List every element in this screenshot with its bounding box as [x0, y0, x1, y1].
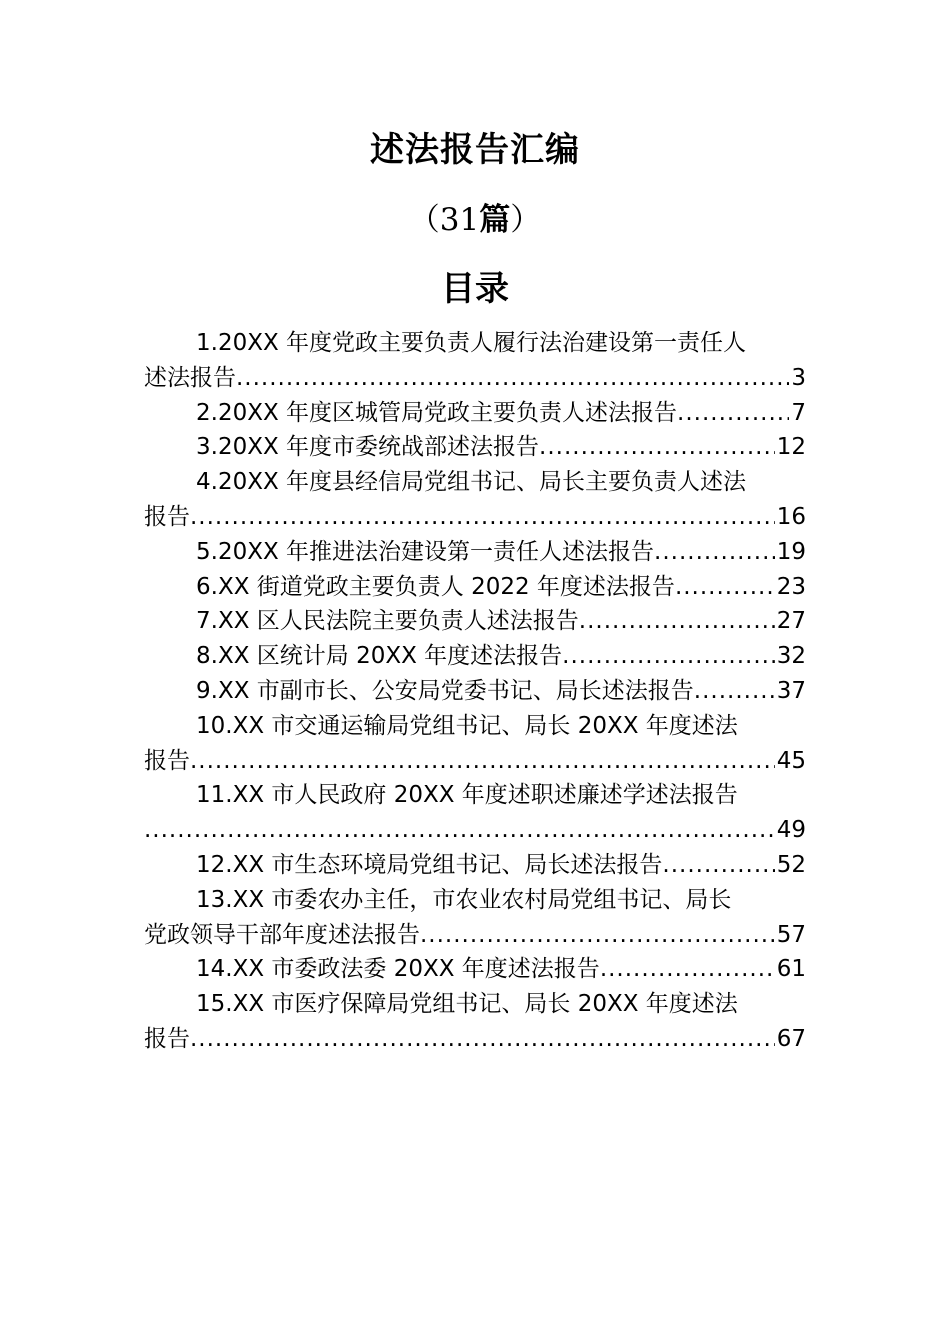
toc-entry-title: 14.XX 市委政法委 20XX 年度述法报告 — [196, 956, 600, 983]
toc-entry-page: 12 — [776, 434, 806, 461]
toc-entry-title: 2.20XX 年度区城管局党政主要负责人述法报告 — [196, 399, 678, 426]
toc-entry-title: 15.XX 市医疗保障局党组书记、局长 20XX 年度述法 — [196, 991, 738, 1018]
dot-leader — [420, 918, 775, 953]
dot-leader — [662, 848, 774, 883]
toc-entry-title: 4.20XX 年度县经信局党组书记、局长主要负责人述法 — [196, 469, 747, 496]
toc-entry-page: 32 — [776, 643, 806, 670]
toc-entry-5[interactable] — [144, 535, 806, 570]
document-subtitle — [0, 196, 950, 244]
toc-entry-title-cont: 党政领导干部年度述法报告 — [144, 921, 420, 948]
dot-leader — [190, 1022, 775, 1057]
toc-entry-title: 6.XX 街道党政主要负责人 2022 年度述法报告 — [196, 573, 675, 600]
toc-entry-14[interactable] — [144, 952, 806, 987]
dot-leader — [190, 744, 775, 779]
toc-entry-6[interactable] — [144, 570, 806, 605]
dot-leader — [677, 396, 789, 431]
toc-heading: 目录 — [441, 269, 509, 309]
toc-entry-title: 11.XX 市人民政府 20XX 年度述职述廉述学述法报告 — [196, 782, 738, 809]
toc-entry-3[interactable] — [144, 430, 806, 465]
toc-entry-page: 16 — [776, 503, 806, 530]
toc-entry-title: 9.XX 市副市长、公安局党委书记、局长述法报告 — [196, 677, 694, 704]
toc-entry-title: 8.XX 区统计局 20XX 年度述法报告 — [196, 643, 563, 670]
toc-entry-title-cont: 报告 — [144, 747, 190, 774]
table-of-contents — [144, 326, 806, 1057]
toc-entry-page: 49 — [776, 817, 806, 844]
toc-entry-7[interactable] — [144, 604, 806, 639]
toc-entry-1[interactable] — [144, 326, 806, 396]
dot-leader — [562, 639, 775, 674]
subtitle-count: 31 — [439, 202, 480, 238]
dot-leader — [579, 604, 775, 639]
toc-entry-page: 23 — [776, 573, 806, 600]
toc-entry-15[interactable] — [144, 987, 806, 1057]
toc-entry-10[interactable] — [144, 709, 806, 779]
toc-entry-4[interactable] — [144, 465, 806, 535]
dot-leader — [675, 570, 775, 605]
dot-leader — [236, 361, 789, 396]
toc-entry-title-cont: 报告 — [144, 503, 190, 530]
toc-entry-page: 37 — [776, 677, 806, 704]
dot-leader — [654, 535, 775, 570]
subtitle-unit: 篇 — [479, 202, 511, 238]
toc-entry-title: 3.20XX 年度市委统战部述法报告 — [196, 434, 540, 461]
toc-entry-page: 7 — [791, 399, 806, 426]
toc-entry-12[interactable] — [144, 848, 806, 883]
toc-entry-page: 61 — [776, 956, 806, 983]
dot-leader — [694, 674, 775, 709]
toc-entry-title: 12.XX 市生态环境局党组书记、局长述法报告 — [196, 851, 663, 878]
toc-entry-title-cont: 述法报告 — [144, 364, 236, 391]
toc-entry-page: 19 — [776, 538, 806, 565]
toc-entry-8[interactable] — [144, 639, 806, 674]
dot-leader — [600, 952, 775, 987]
dot-leader — [539, 430, 775, 465]
toc-entry-page: 57 — [776, 921, 806, 948]
document-title: 述法报告汇编 — [370, 130, 580, 170]
toc-entry-title-cont: 报告 — [144, 1025, 190, 1052]
toc-entry-title: 13.XX 市委农办主任，市农业农村局党组书记、局长 — [196, 886, 732, 913]
toc-entry-title: 10.XX 市交通运输局党组书记、局长 20XX 年度述法 — [196, 712, 738, 739]
toc-entry-page: 52 — [776, 851, 806, 878]
subtitle-open-paren: （ — [408, 202, 440, 238]
toc-entry-page: 3 — [791, 364, 806, 391]
toc-entry-title: 5.20XX 年推进法治建设第一责任人述法报告 — [196, 538, 655, 565]
toc-entry-page: 67 — [776, 1025, 806, 1052]
toc-entry-2[interactable] — [144, 396, 806, 431]
toc-entry-9[interactable] — [144, 674, 806, 709]
toc-entry-11[interactable] — [144, 778, 806, 848]
dot-leader — [190, 500, 775, 535]
toc-entry-page: 27 — [776, 608, 806, 635]
subtitle-close-paren: ） — [510, 202, 542, 238]
dot-leader — [144, 813, 775, 848]
toc-entry-page: 45 — [776, 747, 806, 774]
toc-entry-13[interactable] — [144, 883, 806, 953]
toc-entry-title: 1.20XX 年度党政主要负责人履行法治建设第一责任人 — [196, 330, 747, 356]
toc-entry-title: 7.XX 区人民法院主要负责人述法报告 — [196, 608, 579, 635]
